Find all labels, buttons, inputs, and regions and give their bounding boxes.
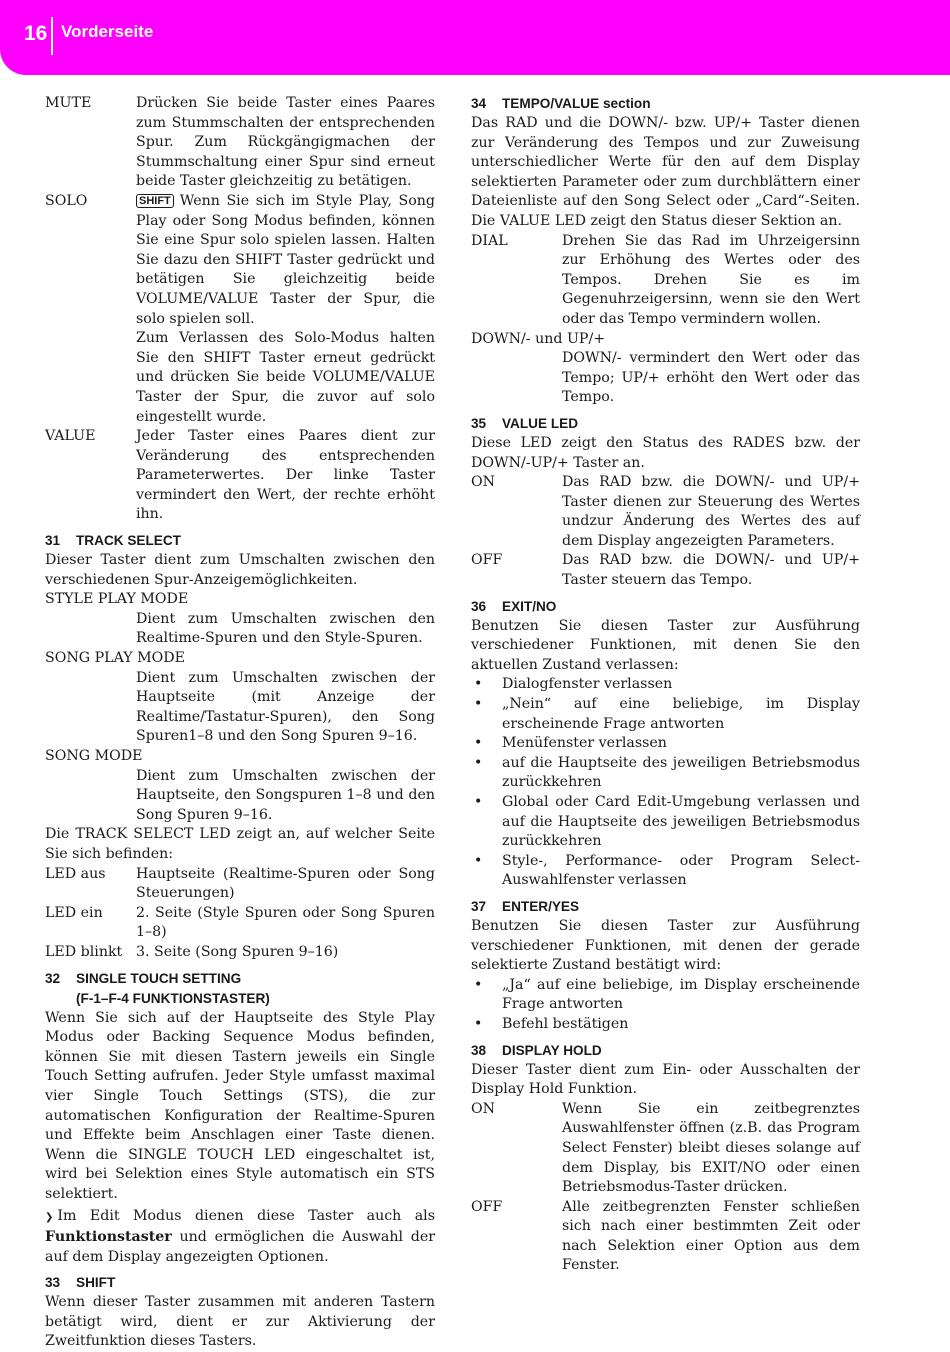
heading-35-title: VALUE LED: [502, 415, 579, 431]
s35-off-desc: Das RAD bzw. die DOWN/- und UP/+ Taster steuern das Tempo.: [562, 552, 860, 589]
heading-36: [471, 597, 860, 617]
list-item-text: Befehl bestätigen: [502, 1015, 629, 1032]
s35-on-term: ON: [471, 474, 496, 491]
list-item-text: Style-, Performance- oder Program Select-Auswahlfenster verlassen: [502, 852, 860, 889]
heading-33: [45, 1273, 435, 1293]
led-aus-term: LED aus: [45, 865, 106, 882]
solo-desc-2: Zum Verlassen des Solo-Modus halten Sie den SHIFT Taster erneut gedrückt und drücken Sie beide VOLUME/VALUE Taster der Spur, die zuvor auf solo eingestellt wurde.: [136, 330, 435, 425]
heading-32-title: SINGLE TOUCH SETTING: [76, 970, 242, 986]
list-item-text: Global oder Card Edit-Umgebung verlassen und auf die Hauptseite des jeweiligen Betriebsmodus zurückkehren: [502, 794, 860, 850]
heading-36-number: 36: [471, 598, 487, 614]
bullet-icon: •: [474, 852, 483, 869]
s38-on-desc: Wenn Sie ein zeitbegrenztes Auswahlfenster öffnen (z.B. das Program Select Fenster) bleibt dieses solange auf dem Display, bis EXIT/NO oder einen Betriebsmodus-Taster drücken.: [562, 1100, 860, 1196]
s38-off-term: OFF: [471, 1198, 503, 1215]
s32-note-pre: Im Edit Modus dienen diese Taster auch als: [57, 1208, 435, 1225]
heading-36-title: EXIT/NO: [502, 598, 557, 614]
left-column: [45, 94, 435, 1352]
heading-38: [471, 1041, 860, 1061]
value-desc: Jeder Taster eines Paares dient zur Veränderung des entsprechenden Parameterwertes. Der linke Taster vermindert den Wert, der rechte erhöht ihn.: [136, 428, 435, 523]
list-item-text: auf die Hauptseite des jeweiligen Betriebsmodus zurückkehren: [502, 754, 860, 791]
dial-term: DIAL: [471, 232, 508, 249]
right-column: [471, 94, 860, 1276]
song-mode-desc: Dient zum Umschalten zwischen der Hauptseite, den Songspuren 1–8 und den Song Spuren 9–16.: [136, 767, 435, 823]
heading-34: [471, 94, 860, 114]
dial-entry: [471, 232, 860, 330]
shift-key-icon: SHIFT: [136, 194, 174, 208]
bullet-icon: •: [474, 976, 483, 993]
note-arrow-icon: ❯: [45, 1212, 54, 1224]
heading-37-title: ENTER/YES: [502, 898, 580, 914]
list-item: [471, 852, 860, 891]
bullet-icon: •: [474, 794, 483, 810]
list-item: [471, 734, 860, 754]
bullet-icon: •: [474, 735, 483, 752]
list-item-text: „Ja“ auf eine beliebige, im Display erscheinende Frage antworten: [502, 976, 860, 1013]
led-intro: Die TRACK SELECT LED zeigt an, auf welcher Seite Sie sich befinden:: [45, 826, 435, 862]
solo-desc-wrap: [136, 192, 435, 329]
bullet-icon: •: [474, 676, 483, 693]
bullet-icon: •: [474, 1015, 483, 1032]
downup-term: DOWN/- und UP/+: [471, 330, 606, 347]
led-blinkt-term: LED blinkt: [45, 943, 123, 960]
list-item: [471, 793, 860, 852]
s38-on-term: ON: [471, 1100, 496, 1117]
list-item: [471, 976, 860, 1015]
list-item: [471, 1015, 860, 1035]
led-blinkt-entry: [45, 943, 435, 963]
list-item-text: Menüfenster verlassen: [502, 735, 667, 752]
bullet-icon: •: [474, 696, 483, 713]
s33-body: Wenn dieser Taster zusammen mit anderen Tastern betätigt wird, dient er zur Aktivierung der Zweitfunktion dieses Tasters.: [45, 1294, 435, 1350]
solo-entry: [45, 192, 435, 329]
s32-note: [45, 1207, 435, 1267]
s35-on-desc: Das RAD bzw. die DOWN/- und UP/+ Taster dienen zur Steuerung des Wertes undzur Änderung des Wertes des auf dem Display angezeigten Parameters.: [562, 474, 860, 549]
list-item: [471, 754, 860, 793]
heading-31-number: 31: [45, 533, 61, 549]
song-play-term: SONG PLAY MODE: [45, 650, 186, 667]
heading-37: [471, 897, 860, 917]
s35-intro: Diese LED zeigt den Status des RADES bzw. der DOWN/-UP/+ Taster an.: [471, 434, 860, 471]
s35-off-term: OFF: [471, 552, 503, 569]
bullet-icon: •: [474, 754, 483, 771]
s32-note-bold: Funktionstaster: [45, 1229, 172, 1246]
dial-desc: Drehen Sie das Rad im Uhrzeigersinn zur Erhöhung des Wertes oder des Tempos. Drehen Sie es im Gegenuhrzeigersinn, wenn sie den Wert oder das Tempo vermindern wollen.: [562, 232, 860, 327]
style-play-term: STYLE PLAY MODE: [45, 591, 189, 608]
page-number: 16: [24, 22, 48, 45]
s31-intro: Dieser Taster dient zum Umschalten zwischen den verschiedenen Spur-Anzeigemöglichkeiten.: [45, 552, 435, 588]
led-ein-entry: [45, 904, 435, 943]
mute-entry: [45, 94, 435, 192]
list-item: [471, 675, 860, 695]
list-item-text: „Nein“ auf eine beliebige, im Display erscheinende Frage antworten: [502, 696, 860, 732]
downup-desc: DOWN/- vermindert den Wert oder das Tempo; UP/+ erhöht den Wert oder das Tempo.: [562, 350, 860, 406]
solo-term: SOLO: [45, 192, 88, 209]
heading-31-title: TRACK SELECT: [76, 533, 181, 549]
led-blinkt-desc: 3. Seite (Song Spuren 9–16): [136, 943, 339, 960]
s32-body: Wenn Sie sich auf der Hauptseite des Style Play Modus oder Backing Sequence Modus befinden, können Sie mit diesen Tastern jeweils ein Single Touch Setting aufrufen. Jeder Style umfasst maximal vier Single Touch Settings (STS), die zur automatischen Konfiguration der Realtime-Spuren und Effekte beim Anschlagen einer Taste dienen. Wenn die SINGLE TOUCH LED eingeschaltet ist, wird bei Selektion eines Style automatisch ein STS selektiert.: [45, 1009, 435, 1202]
heading-35-number: 35: [471, 415, 487, 431]
value-term: VALUE: [45, 428, 96, 445]
heading-32-number: 32: [45, 970, 61, 986]
s32-note-post: und ermöglichen die Auswahl der auf dem Display angezeigten Optionen.: [45, 1229, 435, 1265]
heading-33-title: SHIFT: [76, 1275, 116, 1291]
s38-on-entry: [471, 1100, 860, 1198]
led-ein-desc: 2. Seite (Style Spuren oder Song Spuren 1–8): [136, 904, 435, 941]
header-divider: [51, 17, 53, 55]
solo-desc: Wenn Sie sich im Style Play, Song Play oder Song Modus befinden, können Sie eine Spur solo spielen lassen. Halten Sie dazu den SHIFT Taster gedrückt und betätigen Sie gleichzeitig beide VOLUME/VALUE Taster der Spur, die solo spielen soll.: [136, 192, 435, 327]
song-play-desc: Dient zum Umschalten zwischen der Hauptseite (mit Anzeige der Realtime/Tastatur-Spuren), den Song Spuren1–8 und den Song Spuren 9–16.: [136, 669, 435, 745]
s34-intro: Das RAD und die DOWN/- bzw. UP/+ Taster dienen zur Veränderung des Tempos und zur Zuweisung unterschiedlicher Werte für den auf dem Display selektierten Parameter oder zum durchblättern einer Dateienliste auf den Song Select oder „Card“-Seiten. Die VALUE LED zeigt den Status dieser Sektion an.: [471, 115, 860, 229]
heading-31: [45, 531, 435, 551]
list-item: [471, 695, 860, 734]
heading-32-subtitle: (F-1–F-4 FUNKTIONSTASTER): [76, 990, 270, 1006]
heading-34-title: TEMPO/VALUE section: [502, 96, 651, 111]
led-aus-desc: Hauptseite (Realtime-Spuren oder Song Steuerungen): [136, 865, 435, 902]
section-title: Vorderseite: [61, 22, 154, 41]
heading-32: [45, 969, 435, 989]
s38-off-entry: [471, 1198, 860, 1276]
heading-34-number: 34: [471, 96, 487, 111]
s35-off-entry: [471, 551, 860, 590]
s38-off-desc: Alle zeitbegrenzten Fenster schließen sich nach einer bestimmten Zeit oder nach Selektion einer Option aus dem Fenster.: [562, 1198, 860, 1274]
heading-33-number: 33: [45, 1275, 61, 1291]
heading-37-number: 37: [471, 898, 487, 914]
led-ein-term: LED ein: [45, 904, 103, 921]
list-item-text: Dialogfenster verlassen: [502, 676, 673, 693]
mute-term: MUTE: [45, 95, 92, 111]
led-aus-entry: [45, 865, 435, 904]
heading-38-number: 38: [471, 1042, 487, 1058]
style-play-desc: Dient zum Umschalten zwischen den Realtime-Spuren und den Style-Spuren.: [136, 610, 435, 647]
s36-intro: Benutzen Sie diesen Taster zur Ausführung verschiedener Funktionen, mit denen Sie den aktuellen Zustand verlassen:: [471, 617, 860, 673]
s37-intro: Benutzen Sie diesen Taster zur Ausführung verschiedener Funktionen, mit denen der gerade selektierte Zustand bestätigt wird:: [471, 917, 860, 974]
song-mode-term: SONG MODE: [45, 748, 143, 764]
mute-desc: Drücken Sie beide Taster eines Paares zum Stummschalten der entsprechenden Spur. Zum Rückgängigmachen der Stummschaltung einer Spur sind erneut beide Taster gleichzeitig zu betätigen.: [136, 95, 435, 190]
page-header: [0, 0, 950, 75]
s35-on-entry: [471, 473, 860, 551]
heading-35: [471, 414, 860, 434]
heading-38-title: DISPLAY HOLD: [502, 1042, 602, 1058]
s38-intro: Dieser Taster dient zum Ein- oder Ausschalten der Display Hold Funktion.: [471, 1061, 860, 1098]
value-entry: [45, 427, 435, 525]
